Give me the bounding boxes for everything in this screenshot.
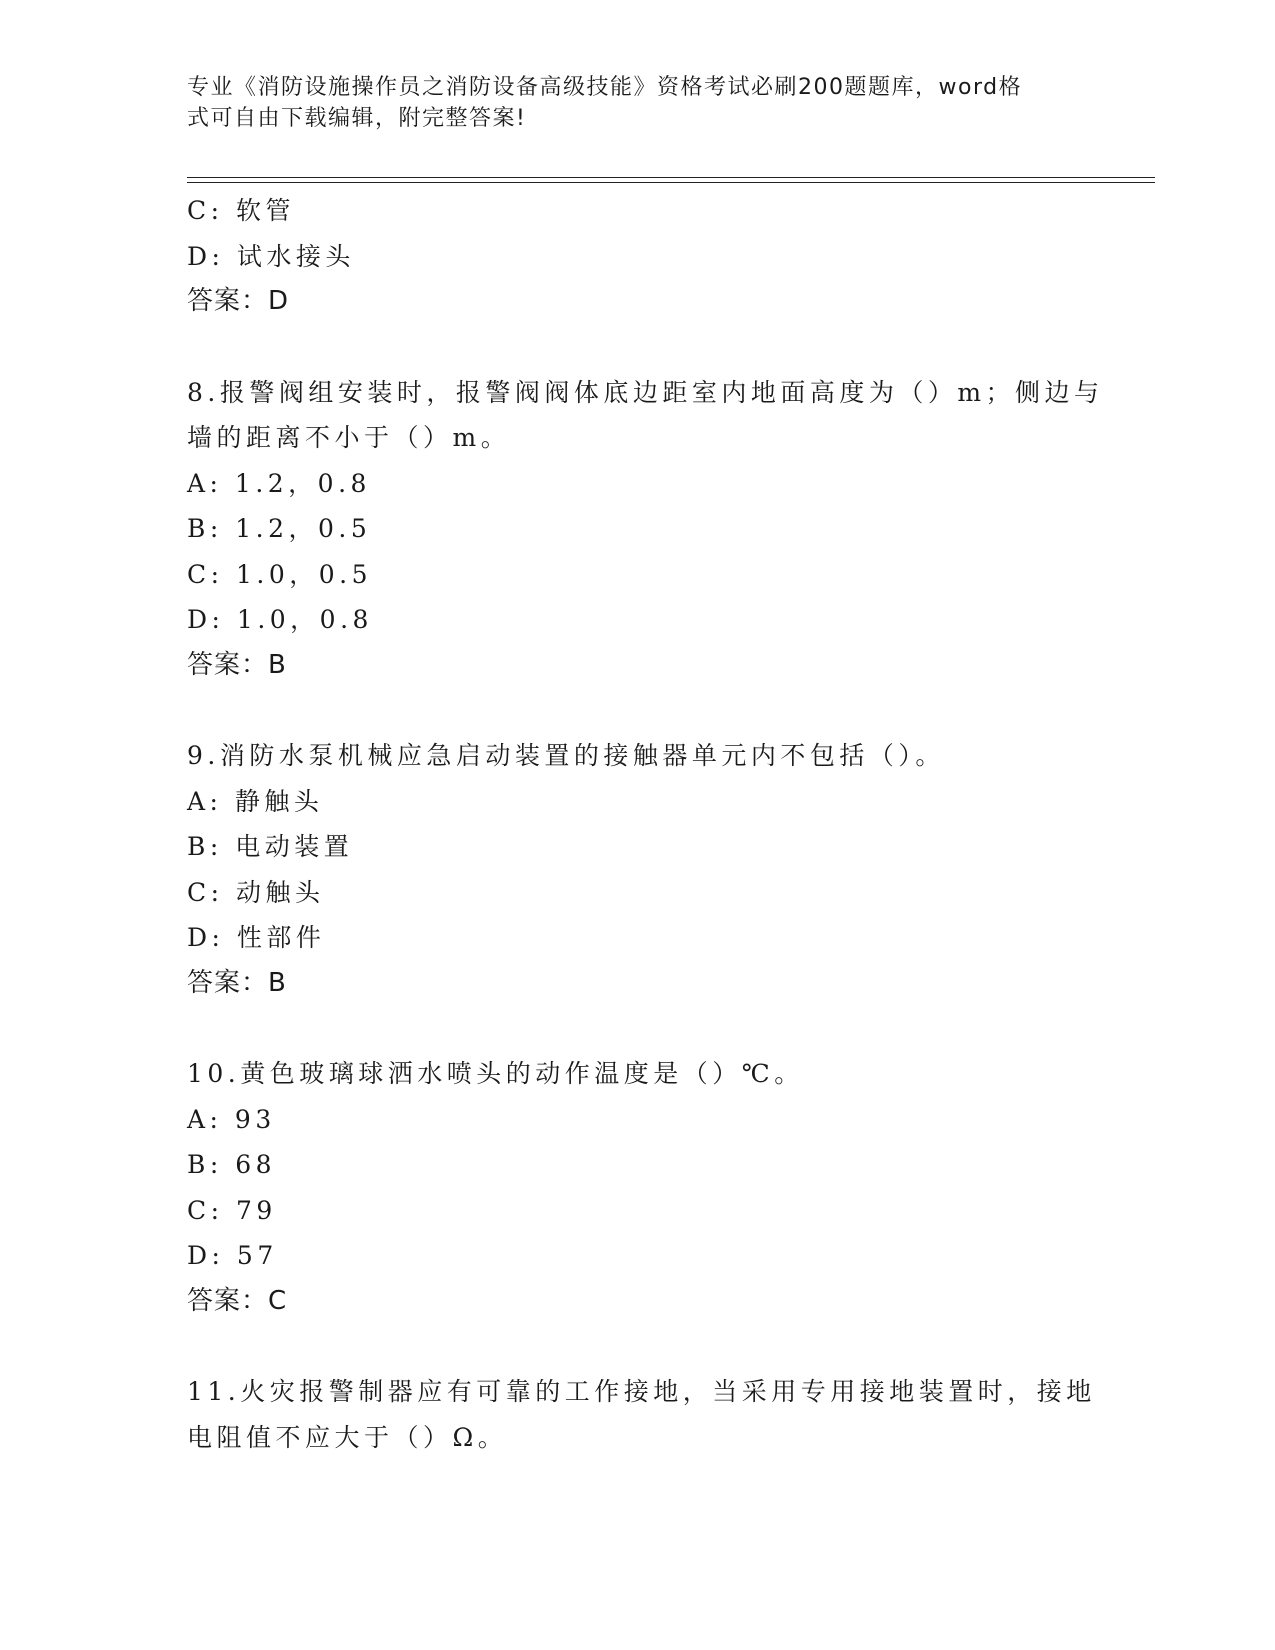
option-b: B: 电动装置 bbox=[187, 832, 354, 861]
answer: 答案：D bbox=[187, 286, 290, 316]
question-list bbox=[187, 188, 1157, 1460]
question-11 bbox=[187, 1369, 1157, 1460]
question-stem-line: 11.火灾报警制器应有可靠的工作接地，当采用专用接地装置时，接地 bbox=[187, 1377, 1096, 1406]
question-8 bbox=[187, 370, 1157, 689]
question-gap bbox=[187, 688, 1157, 733]
question-stem-line: 10.黄色玻璃球洒水喷头的动作温度是（）℃。 bbox=[187, 1059, 804, 1088]
option-c: C: 1.0，0.5 bbox=[187, 559, 373, 589]
question-gap bbox=[187, 1006, 1157, 1051]
option-b: B: 68 bbox=[187, 1150, 277, 1179]
header-rule-top bbox=[187, 177, 1155, 178]
question-stem-line: 电阻值不应大于（）Ω。 bbox=[187, 1422, 508, 1452]
option-c: C: 动触头 bbox=[187, 877, 325, 907]
answer: 答案：B bbox=[187, 649, 287, 680]
answer: 答案：C bbox=[187, 1285, 288, 1316]
option-a: A: 1.2，0.8 bbox=[187, 468, 371, 498]
option-a: A: 静触头 bbox=[187, 786, 324, 816]
option-d: D: 57 bbox=[187, 1241, 278, 1270]
question-7-tail bbox=[187, 188, 1157, 325]
header-rule-bottom bbox=[187, 182, 1155, 183]
header-line-1: 专业《消防设施操作员之消防设备高级技能》资格考试必刷200题题库，word格 bbox=[187, 75, 1023, 100]
option-d: D: 性部件 bbox=[187, 923, 326, 952]
option-c: C: 79 bbox=[187, 1195, 277, 1225]
question-gap bbox=[187, 325, 1157, 370]
question-9 bbox=[187, 733, 1157, 1006]
option-a: A: 93 bbox=[187, 1104, 276, 1134]
option-b: B: 1.2，0.5 bbox=[187, 514, 372, 543]
option-d: D: 试水接头 bbox=[187, 241, 355, 271]
answer: 答案：B bbox=[187, 967, 287, 998]
question-stem-line: 墙的距离不小于（）m。 bbox=[187, 423, 511, 452]
question-gap bbox=[187, 1324, 1157, 1369]
document-header bbox=[187, 72, 1067, 134]
option-d: D: 1.0，0.8 bbox=[187, 605, 373, 634]
question-10 bbox=[187, 1051, 1157, 1324]
header-line-2: 式可自由下载编辑，附完整答案! bbox=[187, 106, 527, 131]
option-c: C: 软管 bbox=[187, 196, 295, 225]
question-stem-line: 8.报警阀组安装时，报警阀阀体底边距室内地面高度为（）m；侧边与 bbox=[187, 377, 1104, 407]
question-stem-line: 9.消防水泵机械应急启动装置的接触器单元内不包括（）。 bbox=[187, 741, 945, 770]
